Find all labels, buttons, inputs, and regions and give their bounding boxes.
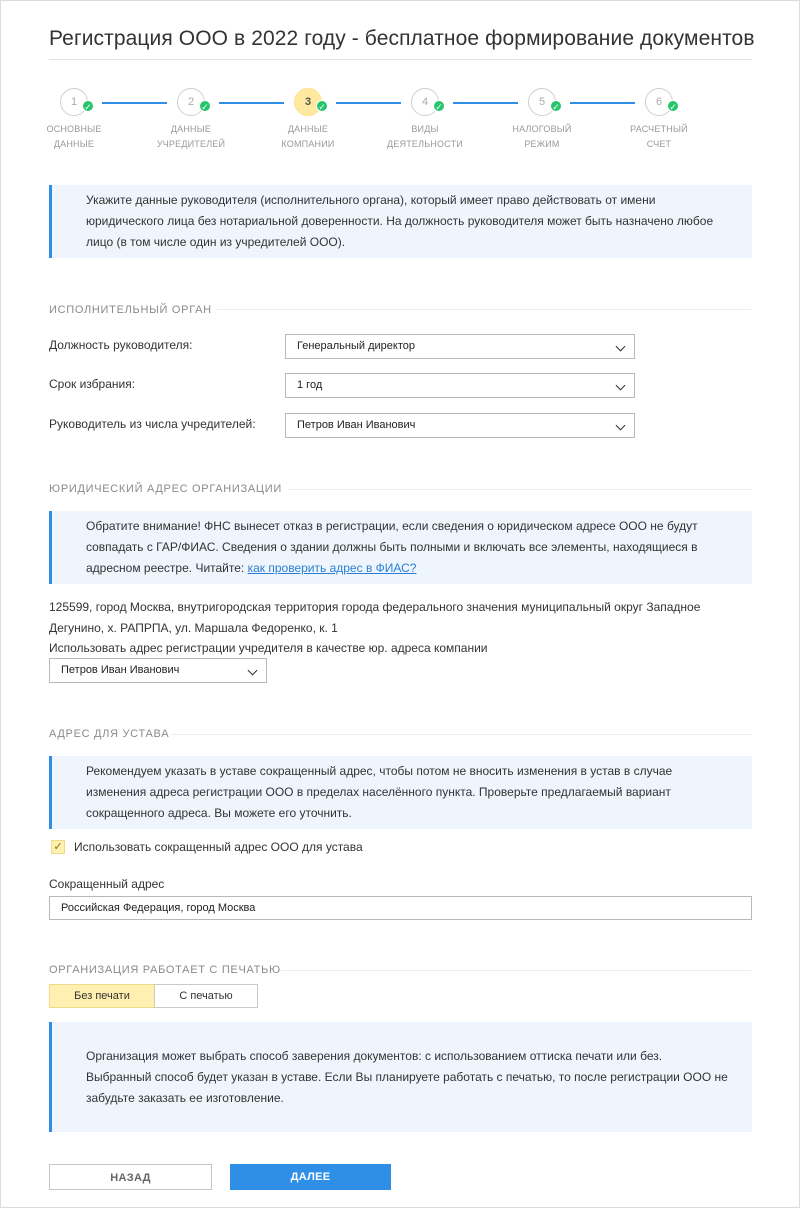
seal-info-box [49, 1022, 752, 1132]
warning-text: совпадать с ГАР/ФИАС. Сведения о здании должны быть полными и включать все элементы, находящиеся в [86, 540, 698, 554]
info-text: Укажите данные руководителя (исполнительного органа), который имеет право действовать от имени [86, 193, 656, 207]
info-text: Выбранный способ будет указан в уставе. Если Вы планируете работать с печатью, то после регистрации ООО не [86, 1070, 728, 1084]
step-number: 1 [60, 88, 88, 116]
info-text: лицо (в том числе один из учредителей ООО). [86, 235, 346, 249]
step-number: 2 [177, 88, 205, 116]
founder-select[interactable] [285, 413, 635, 438]
term-value: 1 год [297, 379, 323, 391]
section-title-legal-address: ЮРИДИЧЕСКИЙ АДРЕС ОРГАНИЗАЦИИ [49, 483, 282, 495]
step-number: 3 [294, 88, 322, 116]
section-divider [171, 734, 751, 735]
step-connector [219, 102, 284, 104]
short-address-checkbox-label[interactable]: Использовать сокращенный адрес ООО для устава [74, 840, 363, 854]
step-connector [102, 102, 167, 104]
check-icon: ✓ [667, 100, 679, 112]
check-icon: ✓ [316, 100, 328, 112]
chevron-down-icon [616, 342, 626, 352]
step-connector [570, 102, 635, 104]
short-address-checkbox[interactable]: ✓ [51, 840, 65, 854]
chevron-down-icon [248, 666, 258, 676]
section-divider [289, 489, 751, 490]
position-select[interactable] [285, 334, 635, 359]
page-title: Регистрация ООО в 2022 году - бесплатное формирование документов [49, 27, 755, 50]
step-label: ДАННЫЕ КОМПАНИИ [281, 124, 335, 149]
check-icon: ✓ [550, 100, 562, 112]
step-number: 6 [645, 88, 673, 116]
section-title-executive: ИСПОЛНИТЕЛЬНЫЙ ОРГАН [49, 304, 212, 316]
info-text: Рекомендуем указать в уставе сокращенный адрес, чтобы потом не вносить изменения в устав в случае [86, 764, 673, 778]
founder-value: Петров Иван Иванович [297, 419, 416, 431]
short-address-input[interactable]: Российская Федерация, город Москва [49, 896, 752, 920]
position-value: Генеральный директор [297, 340, 415, 352]
short-address-label: Сокращенный адрес [49, 877, 165, 891]
without-seal-option[interactable]: Без печати [49, 984, 155, 1008]
charter-info-box [49, 756, 752, 829]
check-icon: ✓ [82, 100, 94, 112]
step-connector [453, 102, 518, 104]
section-title-charter-address: АДРЕС ДЛЯ УСТАВА [49, 728, 170, 740]
step-label: РАСЧЕТНЫЙ СЧЕТ [630, 124, 688, 149]
info-text: изменения адреса регистрации ООО в пределах населённого пункта. Проверьте предлагаемый вариант [86, 785, 671, 799]
step-label: НАЛОГОВЫЙ РЕЖИМ [512, 124, 572, 149]
section-divider [217, 309, 751, 310]
section-divider [281, 970, 751, 971]
founder-label: Руководитель из числа учредителей: [49, 417, 256, 431]
fias-check-link[interactable]: как проверить адрес в ФИАС? [247, 561, 417, 575]
step-number: 4 [411, 88, 439, 116]
info-text: юридического лица без нотариальной доверенности. На должность руководителя может быть назначено любое [86, 214, 714, 228]
term-select[interactable] [285, 373, 635, 398]
warning-text: адресном реестре. Читайте: как проверить адрес в ФИАС? [86, 561, 417, 575]
founder-address-value: Петров Иван Иванович [61, 664, 180, 676]
info-text: забудьте заказать ее изготовление. [86, 1091, 284, 1105]
warning-text: Обратите внимание! ФНС вынесет отказ в регистрации, если сведения о юридическом адресе ООО не будут [86, 519, 698, 533]
step-label: ОСНОВНЫЕ ДАННЫЕ [46, 124, 102, 149]
check-icon: ✓ [433, 100, 445, 112]
chevron-down-icon [616, 381, 626, 391]
section-title-seal: ОРГАНИЗАЦИЯ РАБОТАЕТ С ПЕЧАТЬЮ [49, 964, 281, 976]
info-text: Организация может выбрать способ заверения документов: с использованием оттиска печати или без. [86, 1049, 663, 1063]
fias-warning-box [49, 511, 752, 584]
with-seal-option[interactable]: С печатью [154, 984, 258, 1008]
legal-address-text: 125599, город Москва, внутригородская территория города федерального значения муниципальный округ Западное Дегунино, х. РАПРПА, ул. Маршала Федоренко, к. 1 [49, 600, 701, 635]
check-icon: ✓ [199, 100, 211, 112]
title-divider [49, 59, 752, 60]
back-button[interactable]: НАЗАД [49, 1164, 212, 1190]
info-text: сокращенного адреса. Вы можете его уточнить. [86, 806, 352, 820]
use-founder-address-label: Использовать адрес регистрации учредителя в качестве юр. адреса компании [49, 641, 488, 655]
position-label: Должность руководителя: [49, 338, 193, 352]
next-button[interactable]: ДАЛЕЕ [230, 1164, 391, 1190]
step-connector [336, 102, 401, 104]
chevron-down-icon [616, 421, 626, 431]
executive-info-box [49, 185, 752, 258]
founder-address-select[interactable] [49, 658, 267, 683]
step-label: ВИДЫ ДЕЯТЕЛЬНОСТИ [387, 124, 463, 149]
term-label: Срок избрания: [49, 377, 136, 391]
step-label: ДАННЫЕ УЧРЕДИТЕЛЕЙ [156, 124, 226, 149]
step-number: 5 [528, 88, 556, 116]
